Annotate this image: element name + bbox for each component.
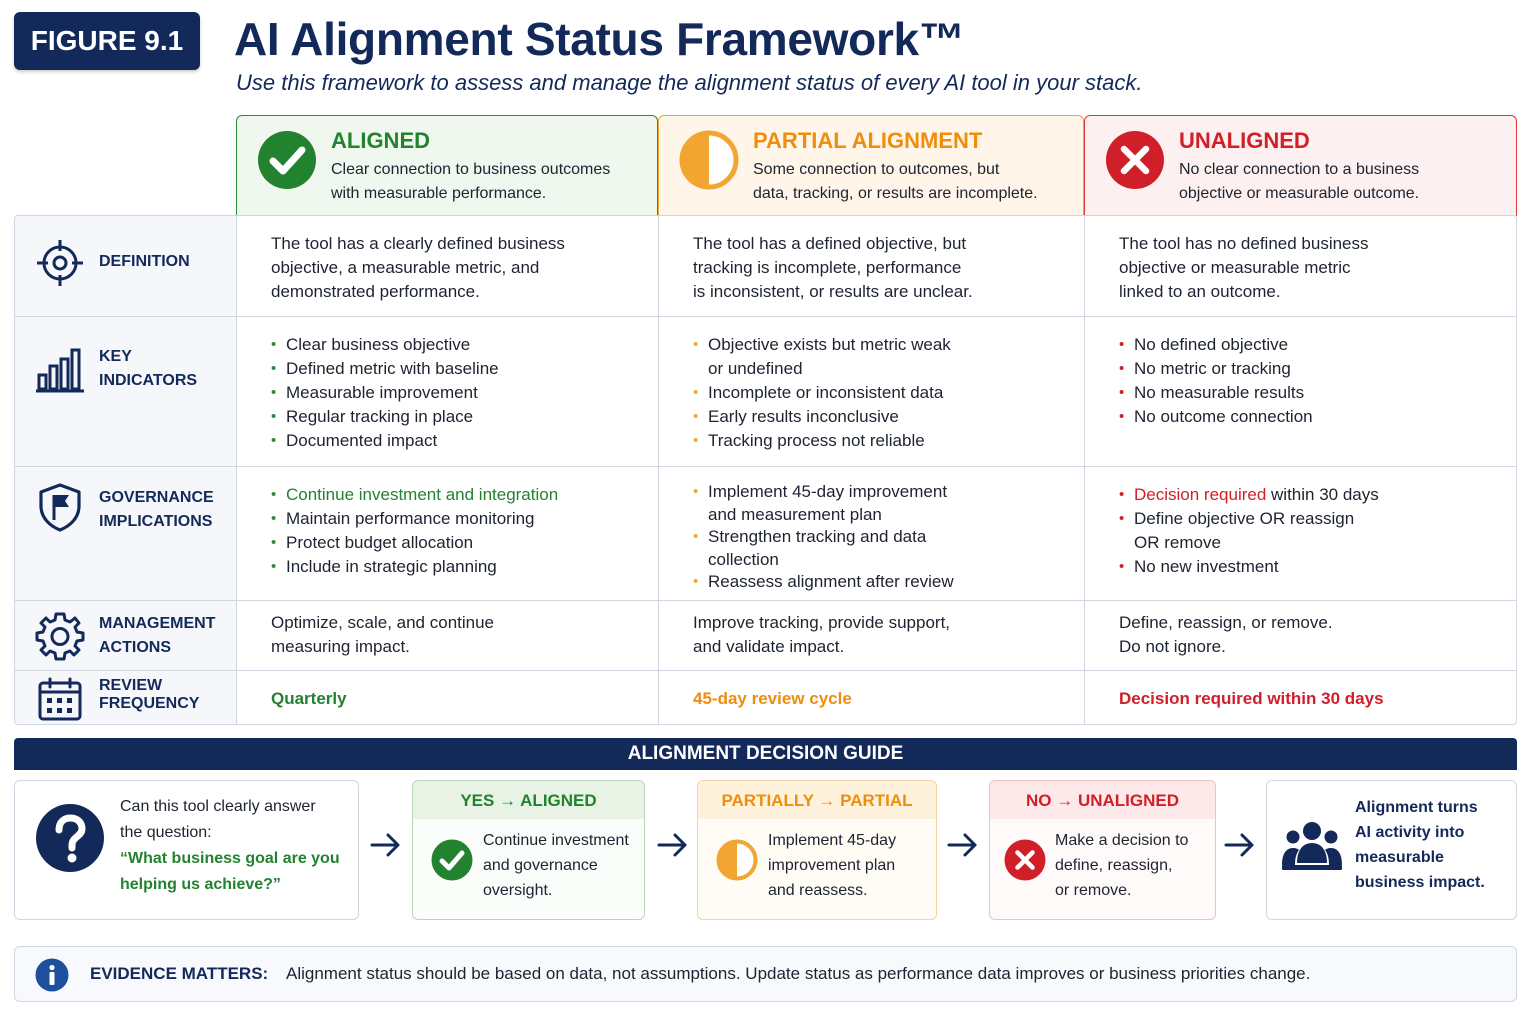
column-description: No clear connection to a business objective or measurable outcome. <box>1179 161 1420 202</box>
row-label: REVIEW FREQUENCY <box>99 677 200 712</box>
x-circle-icon <box>1004 839 1046 881</box>
review-frequency-partial: 45-day review cycle <box>693 689 852 708</box>
evidence-label: EVIDENCE MATTERS: <box>90 964 269 983</box>
column-header-aligned <box>236 115 658 216</box>
cell-partial <box>659 671 1085 725</box>
page-subtitle: Use this framework to assess and manage the alignment status of every AI tool in your stack. <box>236 70 1143 95</box>
arrow-right-icon <box>946 830 980 860</box>
list-item: • Incomplete or inconsistent data <box>693 381 951 405</box>
team-icon <box>1281 819 1343 871</box>
target-icon <box>35 238 85 288</box>
cell-unaligned <box>1085 467 1517 600</box>
list-item: • Implement 45-day improvement and measurement plan <box>693 481 954 526</box>
list-item: • Include in strategic planning <box>271 555 558 579</box>
check-circle-icon <box>431 839 473 881</box>
cell-partial <box>659 317 1085 466</box>
option-text: Implement 45-day improvement plan and reassess. <box>768 832 897 899</box>
option-partial <box>697 780 937 920</box>
half-circle-icon <box>716 839 758 881</box>
cell-aligned <box>237 601 659 670</box>
cell-unaligned <box>1085 601 1517 670</box>
row-label: KEY INDICATORS <box>99 348 198 389</box>
cell-partial <box>659 601 1085 670</box>
outcome-box <box>1266 780 1517 920</box>
outcome-text: Alignment turns AI activity into measurable business impact. <box>1355 799 1485 891</box>
option-text: Make a decision to define, reassign, or remove. <box>1055 832 1189 899</box>
list-item: • Decision required within 30 days <box>1119 483 1379 507</box>
list-item: • Strengthen tracking and data collection <box>693 526 954 571</box>
check-circle-icon <box>257 130 317 190</box>
row-review-frequency <box>15 670 1517 725</box>
list-item: • No measurable results <box>1119 381 1313 405</box>
option-heading: PARTIALLY → PARTIAL <box>698 781 936 819</box>
gear-icon <box>35 611 85 661</box>
evidence-text: Alignment status should be based on data, not assumptions. Update status as performance data improves or business priorities change. <box>286 964 1311 983</box>
row-label: MANAGEMENT ACTIONS <box>99 615 216 656</box>
governance-list <box>1119 483 1379 579</box>
row-label: DEFINITION <box>99 253 190 270</box>
cell-partial <box>659 467 1085 600</box>
cell-unaligned <box>1085 671 1517 725</box>
arrow-right-icon <box>369 830 403 860</box>
list-item: • No metric or tracking <box>1119 357 1313 381</box>
cell-aligned <box>237 467 659 600</box>
cell-unaligned <box>1085 317 1517 466</box>
list-item: • Defined metric with baseline <box>271 357 499 381</box>
cell-text: Define, reassign, or remove. Do not ignore. <box>1119 613 1333 656</box>
row-label-cell <box>15 317 237 466</box>
framework-table <box>14 215 1517 725</box>
list-item: • Continue investment and integration <box>271 483 558 507</box>
row-management <box>15 600 1517 670</box>
option-no-unaligned <box>989 780 1216 920</box>
row-definition <box>15 216 1517 316</box>
list-item: • Objective exists but metric weak or undefined <box>693 333 951 381</box>
list-item: • Maintain performance monitoring <box>271 507 558 531</box>
cell-aligned <box>237 317 659 466</box>
question-icon <box>35 803 105 873</box>
column-description: Clear connection to business outcomes with measurable performance. <box>331 161 611 202</box>
list-item: • Measurable improvement <box>271 381 499 405</box>
list-item: • No defined objective <box>1119 333 1313 357</box>
cell-partial <box>659 216 1085 316</box>
column-title: ALIGNED <box>331 128 430 153</box>
page-title: AI Alignment Status Framework™ <box>234 13 965 65</box>
column-header-partial <box>658 115 1084 216</box>
cell-text: The tool has a clearly defined business objective, a measurable metric, and demonstrated performance. <box>271 234 565 301</box>
row-label-cell <box>15 216 237 316</box>
cell-aligned <box>237 216 659 316</box>
question-box <box>14 780 359 920</box>
column-description: Some connection to outcomes, but data, tracking, or results are incomplete. <box>753 161 1038 202</box>
row-governance <box>15 466 1517 600</box>
column-header-unaligned <box>1084 115 1517 216</box>
arrow-right-icon <box>656 830 690 860</box>
list-item: • Clear business objective <box>271 333 499 357</box>
review-frequency-unaligned: Decision required within 30 days <box>1119 689 1384 708</box>
row-key-indicators <box>15 316 1517 466</box>
cell-text: The tool has no defined business objective or measurable metric linked to an outcome. <box>1119 234 1369 301</box>
evidence-banner <box>14 946 1517 1002</box>
shield-flag-icon <box>35 482 85 532</box>
cell-aligned <box>237 671 659 725</box>
indicator-list <box>271 333 499 453</box>
row-label-cell <box>15 601 237 670</box>
cell-text: Improve tracking, provide support, and validate impact. <box>693 613 951 656</box>
option-heading: YES → ALIGNED <box>413 781 644 819</box>
indicator-list <box>693 333 951 453</box>
list-item: • Define objective OR reassign OR remove <box>1119 507 1379 555</box>
cell-unaligned <box>1085 216 1517 316</box>
row-label-cell <box>15 467 237 600</box>
calendar-icon <box>37 676 83 722</box>
question-text: Can this tool clearly answer the question: “What business goal are you helping us achieve?” <box>120 798 340 893</box>
list-item: • Protect budget allocation <box>271 531 558 555</box>
column-title: UNALIGNED <box>1179 128 1310 153</box>
x-circle-icon <box>1105 130 1165 190</box>
row-label: GOVERNANCE IMPLICATIONS <box>99 489 214 530</box>
list-item: • Regular tracking in place <box>271 405 499 429</box>
list-item: • Early results inconclusive <box>693 405 951 429</box>
bar-chart-icon <box>35 345 85 395</box>
figure-badge: FIGURE 9.1 <box>14 12 200 70</box>
cell-text: Optimize, scale, and continue measuring impact. <box>271 613 495 656</box>
row-label-cell <box>15 671 237 725</box>
option-yes-aligned <box>412 780 645 920</box>
governance-list <box>693 481 954 594</box>
option-heading: NO → UNALIGNED <box>990 781 1215 819</box>
info-icon <box>35 958 69 992</box>
indicator-list <box>1119 333 1313 429</box>
list-item: • No outcome connection <box>1119 405 1313 429</box>
column-title: PARTIAL ALIGNMENT <box>753 128 983 153</box>
list-item: • Documented impact <box>271 429 499 453</box>
list-item: • Tracking process not reliable <box>693 429 951 453</box>
half-circle-icon <box>679 130 739 190</box>
list-item: • Reassess alignment after review <box>693 571 954 594</box>
review-frequency-aligned: Quarterly <box>271 689 347 708</box>
governance-list <box>271 483 558 579</box>
option-text: Continue investment and governance oversight. <box>483 832 629 899</box>
list-item: • No new investment <box>1119 555 1379 579</box>
cell-text: The tool has a defined objective, but tracking is incomplete, performance is inconsistent, or results are unclear. <box>693 234 973 301</box>
arrow-right-icon <box>1223 830 1257 860</box>
decision-guide-title: ALIGNMENT DECISION GUIDE <box>14 738 1517 770</box>
